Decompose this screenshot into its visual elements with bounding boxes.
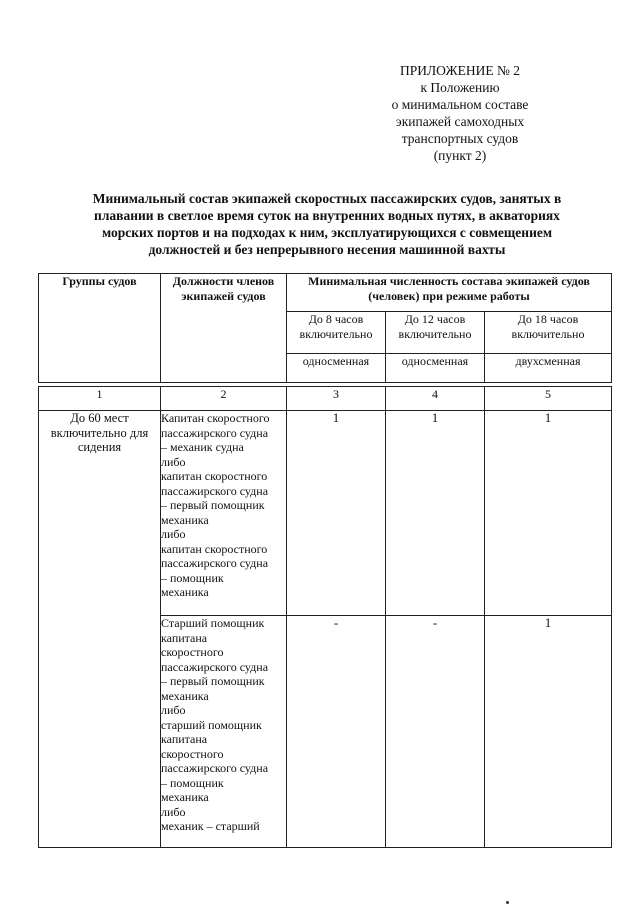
header-group: Группы судов: [39, 274, 161, 383]
position-line: механика: [161, 585, 209, 599]
position-line: капитан скоростного: [161, 469, 268, 483]
position-line: либо: [161, 527, 186, 541]
position-line: либо: [161, 804, 186, 819]
column-number: 3: [287, 387, 386, 411]
appendix-line: экипажей самоходных: [395, 114, 525, 129]
value-col5: 1: [485, 411, 612, 616]
column-number: 1: [39, 387, 161, 411]
position-cell: [161, 616, 287, 848]
position-line: либо: [161, 703, 186, 717]
appendix-line: о минимальном составе: [391, 97, 529, 112]
position-line: – механик судна: [161, 440, 244, 454]
appendix-line: ПРИЛОЖЕНИЕ № 2: [399, 63, 521, 78]
position-line: – помощник: [161, 775, 224, 790]
group-label: До 60 мест включительно для сидения: [39, 411, 161, 848]
header-col5: До 18 часов включительно: [485, 312, 612, 354]
position-line: механик – старший: [161, 819, 260, 833]
document-title: [62, 190, 592, 258]
position-line: капитана: [161, 732, 208, 746]
appendix-line: (пункт 2): [433, 148, 487, 163]
position-line: старший помощник: [161, 717, 262, 732]
position-line: пассажирского судна: [161, 483, 269, 498]
position-line: механика: [161, 790, 209, 804]
value-col5: 1: [485, 616, 612, 848]
position-line: пассажирского судна: [161, 659, 269, 674]
position-line: – первый помощник: [161, 674, 265, 688]
appendix-line: к Положению: [420, 80, 500, 95]
crew-table: [38, 273, 612, 848]
position-line: механика: [161, 688, 209, 703]
column-number: 5: [485, 387, 612, 411]
position-line: пассажирского судна: [161, 425, 269, 440]
value-col3: 1: [287, 411, 386, 616]
title-line: должностей и без непрерывного несения машинной вахты: [148, 242, 506, 257]
position-line: – первый помощник: [161, 498, 265, 512]
title-line: плавании в светлое время суток на внутренних водных путях, в акваториях: [94, 208, 560, 223]
scan-speck: [506, 901, 509, 904]
position-line: Капитан скоростного: [161, 411, 270, 425]
appendix-heading: [360, 62, 560, 164]
shift-col5: двухсменная: [485, 354, 612, 383]
header-col3: До 8 часов включительно: [287, 312, 386, 354]
value-col4: 1: [386, 411, 485, 616]
title-line: Минимальный состав экипажей скоростных пассажирских судов, занятых в: [92, 191, 562, 206]
title-line: морских портов и на подходах к ним, эксплуатирующихся с совмещением: [101, 225, 553, 240]
position-line: пассажирского судна: [161, 556, 269, 570]
column-number: 4: [386, 387, 485, 411]
header-positions: Должности членов экипажей судов: [161, 274, 287, 383]
position-line: скоростного: [161, 645, 224, 659]
position-line: капитан скоростного: [161, 541, 268, 556]
position-line: пассажирского судна: [161, 761, 269, 775]
shift-col3: односменная: [287, 354, 386, 383]
value-col3: -: [287, 616, 386, 848]
position-line: капитана: [161, 630, 208, 645]
header-min-crew: Минимальная численность состава экипажей судов (человек) при режиме работы: [287, 274, 612, 312]
position-line: Старший помощник: [161, 616, 265, 630]
shift-col4: односменная: [386, 354, 485, 383]
position-cell: [161, 411, 287, 616]
table-row: [39, 411, 612, 616]
position-line: механика: [161, 512, 209, 527]
position-line: либо: [161, 454, 186, 469]
position-line: – помощник: [161, 570, 224, 585]
appendix-line: транспортных судов: [401, 131, 519, 146]
column-number: 2: [161, 387, 287, 411]
header-col4: До 12 часов включительно: [386, 312, 485, 354]
value-col4: -: [386, 616, 485, 848]
position-line: скоростного: [161, 746, 224, 761]
